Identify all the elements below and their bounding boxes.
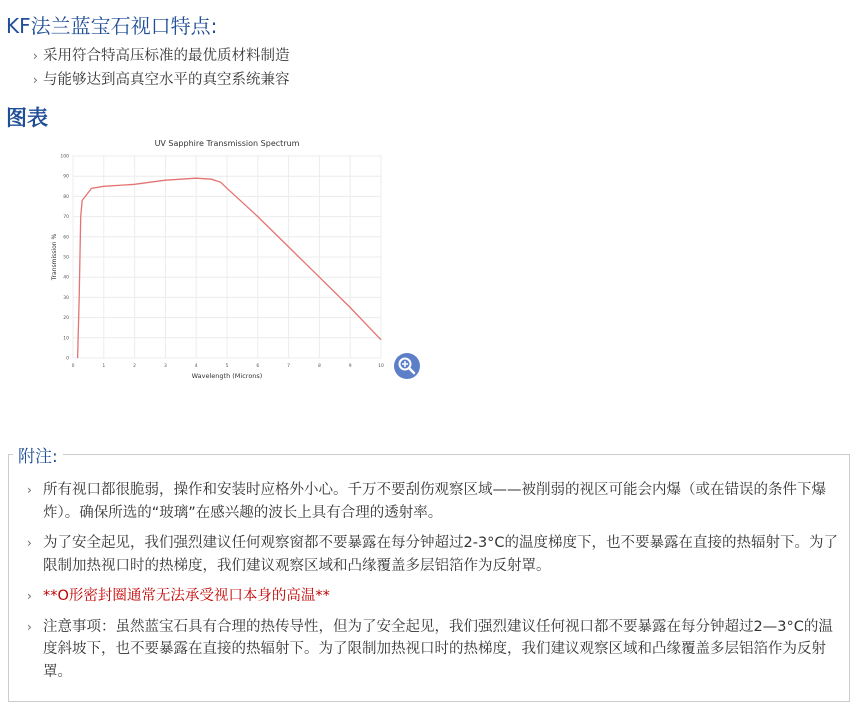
x-tick-label: 10 [378,364,384,369]
x-tick-label: 2 [133,364,137,369]
y-tick-label: 10 [63,336,69,342]
notes-box [8,442,850,702]
bullet-icon: › [27,536,32,550]
features-list [33,44,290,92]
x-tick-label: 7 [287,364,291,369]
y-axis-label: Transmission % [51,233,58,281]
x-tick-label: 5 [225,364,229,369]
note-item [27,479,839,524]
note-item-warning [27,585,839,608]
y-tick-label: 40 [63,275,69,281]
zoom-in-button[interactable] [394,353,420,379]
x-tick-label: 8 [317,364,321,369]
chart-title: UV Sapphire Transmission Spectrum [154,139,300,148]
notes-legend: 附注: [18,447,58,467]
x-axis-label: Wavelength (Microns) [191,372,263,380]
y-tick-label: 100 [60,154,69,160]
feature-text: 与能够达到高真空水平的真空系统兼容 [43,72,290,88]
y-tick-label: 60 [63,235,69,241]
bullet-icon: › [33,49,38,63]
y-tick-label: 20 [63,316,69,322]
note-text: 注意事项：虽然蓝宝石具有合理的热传导性，但为了安全起见，我们强烈建议任何视口都不要暴露在每分钟超过2—3°C的温度斜坡下，也不要暴露在直接的热辐射下。为了限制加热视口时的热梯度，我们建议观察区域和凸缘覆盖多层铝箔作为反射罩。 [43,618,833,680]
x-tick-label: 0 [71,364,75,369]
y-tick-label: 70 [63,215,69,221]
note-item [27,532,839,577]
transmission-chart [47,134,397,382]
feature-text: 采用符合特高压标准的最优质材料制造 [43,48,290,64]
x-tick-label: 1 [102,364,106,369]
chart-heading: 图表 [6,106,48,130]
note-text: 所有视口都很脆弱，操作和安装时应格外小心。千万不要刮伤观察区域——被削弱的视区可能会内爆（或在错误的条件下爆炸）。确保所选的“玻璃”在感兴趣的波长上具有合理的透射率。 [43,482,826,521]
bullet-icon: › [33,73,38,87]
bullet-icon: › [27,589,32,603]
feature-item [33,44,290,68]
x-tick-label: 4 [194,364,198,369]
features-title: KF法兰蓝宝石视口特点: [6,14,218,38]
y-tick-label: 0 [66,356,69,362]
note-item [27,616,839,684]
bullet-icon: › [27,619,32,634]
x-tick-label: 9 [348,364,352,369]
bullet-icon: › [27,483,32,497]
y-tick-label: 90 [63,174,69,180]
y-tick-label: 30 [63,295,69,301]
zoom-in-icon [394,353,420,379]
note-text: 为了安全起见，我们强烈建议任何观察窗都不要暴露在每分钟超过2-3°C的温度梯度下，也不要暴露在直接的热辐射下。为了限制加热视口时的热梯度，我们建议观察区域和凸缘覆盖多层铝箔作为反射罩。 [43,535,839,574]
notes-list [9,479,849,683]
x-tick-label: 3 [163,364,167,369]
y-tick-label: 80 [63,194,69,200]
x-tick-label: 6 [256,364,260,369]
note-text: **O形密封圈通常无法承受视口本身的高温** [43,588,330,604]
y-tick-label: 50 [63,255,69,261]
feature-item [33,68,290,92]
